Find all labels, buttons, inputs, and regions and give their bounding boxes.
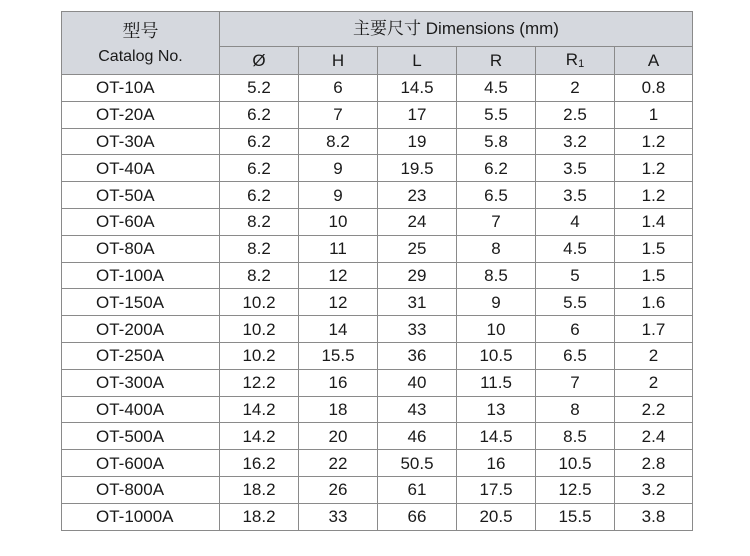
cell-l: 33 [378, 316, 457, 343]
cell-r1: 6 [536, 316, 615, 343]
cell-d: 10.2 [220, 316, 299, 343]
table-row [62, 423, 693, 450]
cell-model: OT-400A [62, 396, 220, 423]
cell-a: 2.2 [615, 396, 693, 423]
dimensions-table [61, 11, 693, 531]
cell-a: 1.4 [615, 208, 693, 235]
table-row [62, 182, 693, 209]
cell-a: 1.2 [615, 155, 693, 182]
col-header-h: H [299, 46, 378, 74]
cell-r1: 8.5 [536, 423, 615, 450]
cell-a: 3.8 [615, 503, 693, 530]
cell-model: OT-40A [62, 155, 220, 182]
col-header-r1-text: $R_1$ [565, 49, 585, 70]
cell-r: 6.5 [457, 182, 536, 209]
table-body [62, 75, 693, 531]
cell-r1: 8 [536, 396, 615, 423]
cell-r: 20.5 [457, 503, 536, 530]
cell-d: 8.2 [220, 262, 299, 289]
cell-a: 2.8 [615, 450, 693, 477]
dimensions-header: 主要尺寸 Dimensions (mm) [220, 12, 693, 47]
col-header-l: L [378, 46, 457, 74]
cell-a: 1.7 [615, 316, 693, 343]
col-header-diameter: Ø [220, 46, 299, 74]
cell-model: OT-300A [62, 369, 220, 396]
cell-l: 61 [378, 476, 457, 503]
cell-r: 6.2 [457, 155, 536, 182]
cell-h: 6 [299, 75, 378, 102]
cell-l: 24 [378, 208, 457, 235]
cell-l: 66 [378, 503, 457, 530]
catalog-header [62, 12, 220, 75]
cell-h: 15.5 [299, 342, 378, 369]
cell-d: 6.2 [220, 101, 299, 128]
cell-a: 1 [615, 101, 693, 128]
cell-model: OT-20A [62, 101, 220, 128]
cell-d: 6.2 [220, 155, 299, 182]
cell-l: 40 [378, 369, 457, 396]
cell-l: 23 [378, 182, 457, 209]
cell-model: OT-600A [62, 450, 220, 477]
cell-r: 8 [457, 235, 536, 262]
cell-l: 14.5 [378, 75, 457, 102]
cell-model: OT-500A [62, 423, 220, 450]
cell-model: OT-200A [62, 316, 220, 343]
cell-r1: 3.2 [536, 128, 615, 155]
cell-d: 18.2 [220, 503, 299, 530]
table-row [62, 155, 693, 182]
cell-r: 7 [457, 208, 536, 235]
cell-model: OT-80A [62, 235, 220, 262]
cell-r1: 2.5 [536, 101, 615, 128]
cell-h: 9 [299, 182, 378, 209]
cell-model: OT-800A [62, 476, 220, 503]
col-header-a: A [615, 46, 693, 74]
cell-r1: 4.5 [536, 235, 615, 262]
cell-r: 13 [457, 396, 536, 423]
cell-h: 14 [299, 316, 378, 343]
cell-d: 18.2 [220, 476, 299, 503]
table-row [62, 128, 693, 155]
cell-a: 3.2 [615, 476, 693, 503]
cell-d: 5.2 [220, 75, 299, 102]
table-row [62, 316, 693, 343]
table-row [62, 289, 693, 316]
cell-r1: 12.5 [536, 476, 615, 503]
cell-d: 16.2 [220, 450, 299, 477]
table-row [62, 503, 693, 530]
cell-r1: 3.5 [536, 155, 615, 182]
cell-r: 5.8 [457, 128, 536, 155]
cell-r: 10 [457, 316, 536, 343]
col-header-r: R [457, 46, 536, 74]
cell-r: 11.5 [457, 369, 536, 396]
cell-h: 22 [299, 450, 378, 477]
cell-d: 14.2 [220, 423, 299, 450]
cell-h: 20 [299, 423, 378, 450]
table-row [62, 208, 693, 235]
table-row [62, 396, 693, 423]
cell-r: 8.5 [457, 262, 536, 289]
cell-l: 50.5 [378, 450, 457, 477]
cell-l: 25 [378, 235, 457, 262]
table-row [62, 75, 693, 102]
cell-model: OT-50A [62, 182, 220, 209]
cell-r: 16 [457, 450, 536, 477]
cell-r1: 7 [536, 369, 615, 396]
cell-r: 5.5 [457, 101, 536, 128]
catalog-header-cn: 型号 [122, 20, 159, 41]
cell-a: 1.2 [615, 182, 693, 209]
cell-r: 17.5 [457, 476, 536, 503]
cell-h: 26 [299, 476, 378, 503]
cell-l: 43 [378, 396, 457, 423]
cell-r1: 6.5 [536, 342, 615, 369]
cell-r: 10.5 [457, 342, 536, 369]
cell-l: 19 [378, 128, 457, 155]
table-row [62, 262, 693, 289]
cell-r: 9 [457, 289, 536, 316]
cell-a: 1.5 [615, 262, 693, 289]
cell-r1: 10.5 [536, 450, 615, 477]
cell-d: 8.2 [220, 208, 299, 235]
table-row [62, 342, 693, 369]
cell-d: 12.2 [220, 369, 299, 396]
cell-l: 31 [378, 289, 457, 316]
cell-l: 29 [378, 262, 457, 289]
cell-model: OT-150A [62, 289, 220, 316]
catalog-header-en: Catalog No. [98, 47, 183, 65]
cell-d: 8.2 [220, 235, 299, 262]
cell-model: OT-60A [62, 208, 220, 235]
cell-a: 2.4 [615, 423, 693, 450]
cell-r1: 4 [536, 208, 615, 235]
cell-a: 2 [615, 342, 693, 369]
table-row [62, 450, 693, 477]
table-row [62, 476, 693, 503]
cell-l: 36 [378, 342, 457, 369]
cell-h: 12 [299, 262, 378, 289]
cell-h: 8.2 [299, 128, 378, 155]
cell-r1: 15.5 [536, 503, 615, 530]
cell-l: 19.5 [378, 155, 457, 182]
cell-model: OT-250A [62, 342, 220, 369]
cell-h: 16 [299, 369, 378, 396]
cell-d: 10.2 [220, 342, 299, 369]
cell-a: 2 [615, 369, 693, 396]
cell-model: OT-30A [62, 128, 220, 155]
r1-subscript: 1 [578, 57, 585, 70]
cell-r: 14.5 [457, 423, 536, 450]
cell-d: 14.2 [220, 396, 299, 423]
cell-r1: 5.5 [536, 289, 615, 316]
cell-h: 12 [299, 289, 378, 316]
cell-h: 33 [299, 503, 378, 530]
cell-model: OT-100A [62, 262, 220, 289]
cell-a: 1.6 [615, 289, 693, 316]
cell-r1: 5 [536, 262, 615, 289]
cell-h: 9 [299, 155, 378, 182]
cell-model: OT-1000A [62, 503, 220, 530]
cell-d: 6.2 [220, 128, 299, 155]
cell-a: 1.2 [615, 128, 693, 155]
cell-h: 11 [299, 235, 378, 262]
cell-r: 4.5 [457, 75, 536, 102]
cell-h: 10 [299, 208, 378, 235]
cell-h: 7 [299, 101, 378, 128]
cell-model: OT-10A [62, 75, 220, 102]
table-row [62, 101, 693, 128]
cell-l: 17 [378, 101, 457, 128]
cell-a: 1.5 [615, 235, 693, 262]
cell-l: 46 [378, 423, 457, 450]
cell-r1: 3.5 [536, 182, 615, 209]
cell-d: 6.2 [220, 182, 299, 209]
cell-h: 18 [299, 396, 378, 423]
table-row [62, 235, 693, 262]
cell-r1: 2 [536, 75, 615, 102]
cell-a: 0.8 [615, 75, 693, 102]
col-header-r1 [536, 46, 615, 74]
cell-d: 10.2 [220, 289, 299, 316]
table-row [62, 369, 693, 396]
